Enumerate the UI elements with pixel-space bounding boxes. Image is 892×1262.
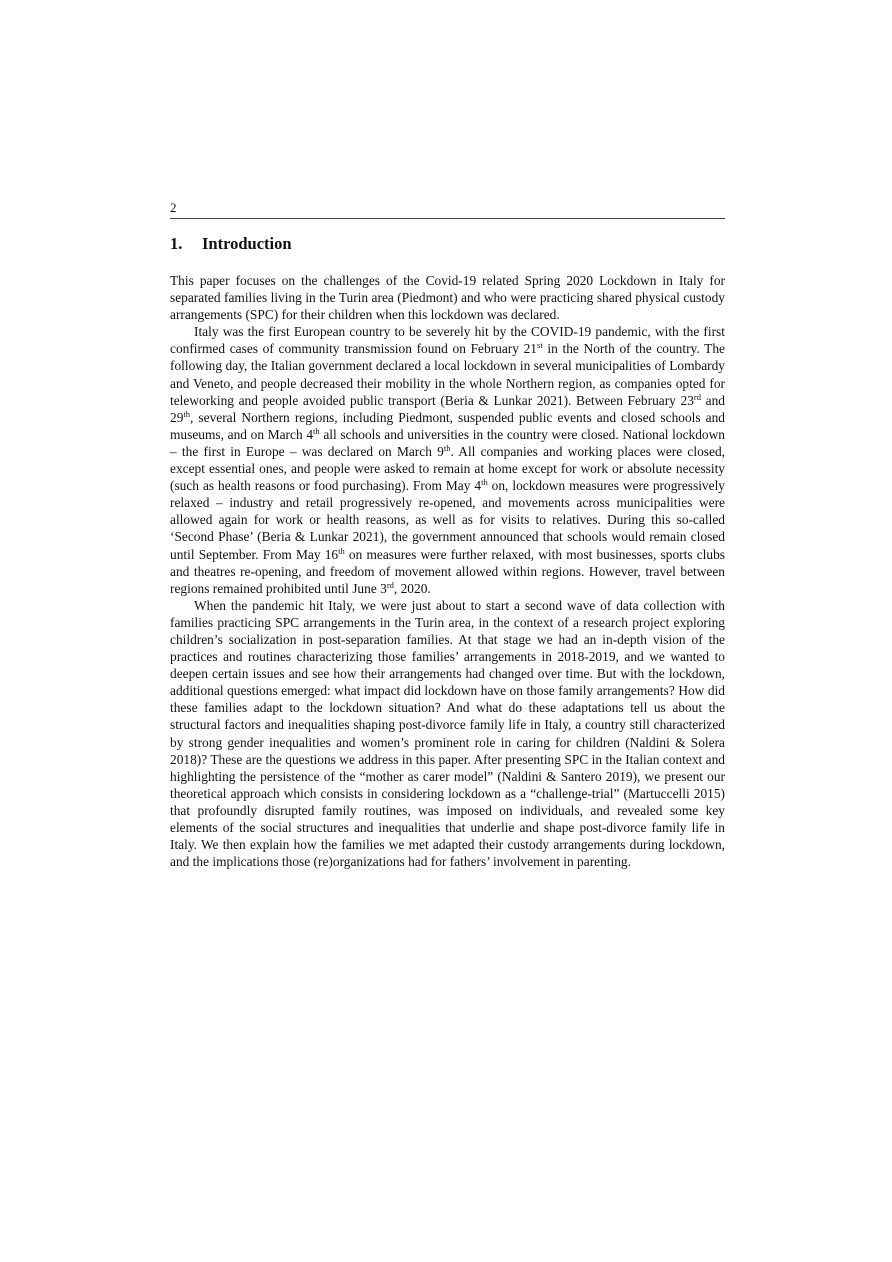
running-header <box>170 200 725 219</box>
text-run: on measures were further relaxed, with most businesses, sports clubs and theatres re-opening, and freedom of movement allowed within regions. However, travel between regions remained prohibited until June 3 <box>170 546 725 596</box>
text-run: all schools and universities in the country were closed. National lockdown – the first in Europe – was declared on March 9 <box>170 426 725 459</box>
text-run: . All companies and working places were closed, except essential ones, and people were asked to remain at home except for work or absolute necessity (such as health reasons or food purchasing). From May 4 <box>170 443 725 494</box>
ordinal-superscript: th <box>481 477 488 488</box>
page-number: 2 <box>170 200 177 215</box>
text-run: and 29 <box>170 392 725 425</box>
text-run: , 2020. <box>393 580 431 596</box>
text-run: This paper focuses on the challenges of the Covid-19 related Spring 2020 Lockdown in Italy for separated families living in the Turin area (Piedmont) and who were practicing shared physical custody arrangements (SPC) for their children when this lockdown was declared. <box>170 273 725 323</box>
text-run: on, lockdown measures were progressively relaxed – industry and retail progressively re-opened, and movements across municipalities were allowed again for work or health reasons, as well as for visits to relatives. During this so-called ‘Second Phase’ (Beria & Lunkar 2021), the government announced that schools would remain closed until September. From May 16 <box>170 478 725 562</box>
ordinal-superscript: th <box>313 425 320 436</box>
ordinal-superscript: st <box>537 340 543 351</box>
text-run: Italy was the first European country to be severely hit by the COVID-19 pandemic, with the first confirmed cases of community transmission found on February 21 <box>170 324 725 357</box>
text-run: in the North of the country. The following day, the Italian government declared a local lockdown in several municipalities of Lombardy and Veneto, and people decreased their mobility in the whole Northern region, as companies opted for teleworking and people avoided public transport (Beria & Lunkar 2021). Between February 23 <box>170 341 725 408</box>
section-number: 1. <box>170 234 183 253</box>
paragraph-2 <box>170 323 725 597</box>
section-title: Introduction <box>202 234 292 253</box>
paragraph-1 <box>170 272 725 323</box>
text-run: , several Northern regions, including Piedmont, suspended public events and closed schools and museums, and on March 4 <box>170 409 725 442</box>
paragraph-3 <box>170 597 725 871</box>
ordinal-superscript: th <box>338 545 345 556</box>
ordinal-superscript: th <box>183 408 191 419</box>
ordinal-superscript: rd <box>386 579 394 590</box>
ordinal-superscript: rd <box>693 391 702 402</box>
section-heading <box>170 233 725 255</box>
body-text <box>170 272 725 870</box>
ordinal-superscript: th <box>443 442 451 453</box>
text-run: When the pandemic hit Italy, we were just about to start a second wave of data collection with families practicing SPC arrangements in the Turin area, in the context of a research project exploring children’s socialization in post-separation families. At that stage we had an in-depth vision of the practices and routines characterizing those families’ arrangements in 2018-2019, and we wanted to deepen certain issues and see how their arrangements had changed over time. But with the lockdown, additional questions emerged: what impact did lockdown have on those family arrangements? How did these families adapt to the lockdown situation? And what do these adaptations tell us about the structural factors and inequalities shaping post-divorce family life in Italy, a country still characterized by strong gender inequalities and women’s prominent role in caring for children (Naldini & Solera 2018)? These are the questions we address in this paper. After presenting SPC in the Italian context and highlighting the persistence of the “mother as carer model” (Naldini & Santero 2019), we present our theoretical approach which consists in considering lockdown as a “challenge-trial” (Martuccelli 2015) that profoundly disrupted family routines, was imposed on individuals, and revealed some key elements of the social structures and inequalities that underlie and shape post-divorce family life in Italy. We then explain how the families we met adapted their custody arrangements during lockdown, and the implications those (re)organizations had for fathers’ involvement in parenting. <box>170 597 725 870</box>
